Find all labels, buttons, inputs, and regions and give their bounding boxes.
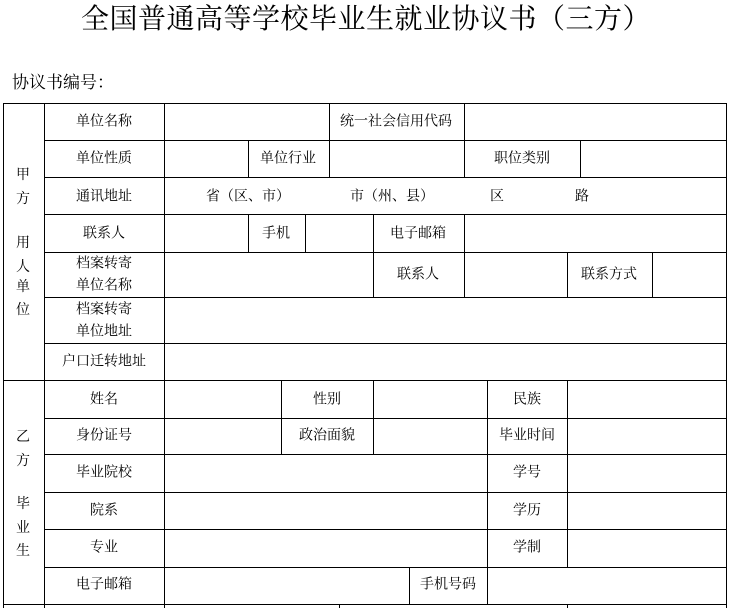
gender-label: 性别: [313, 391, 341, 408]
id-number-field[interactable]: [165, 419, 280, 453]
mobile-label: 手机: [262, 225, 290, 242]
party-b-char: 业: [16, 520, 30, 536]
contact-method-label: 联系方式: [581, 266, 637, 283]
job-category-field[interactable]: [581, 141, 725, 176]
party-b-char: 毕: [16, 496, 30, 512]
archive-contact-field[interactable]: [465, 253, 566, 296]
party-a-char: 位: [16, 302, 30, 318]
graduation-time-field[interactable]: [568, 419, 725, 453]
name-field[interactable]: [165, 381, 280, 417]
city-label: 市（州、县）: [350, 188, 434, 205]
archive-unit-address-label-line1: 档案转寄: [76, 301, 132, 318]
credit-code-label: 统一社会信用代码: [340, 113, 452, 130]
district-label: 区: [490, 188, 504, 205]
political-status-label: 政治面貌: [299, 427, 355, 444]
address-label: 通讯地址: [76, 188, 132, 205]
archive-unit-address-field[interactable]: [165, 298, 725, 342]
road-label: 路: [575, 188, 589, 205]
party-b-char: 生: [16, 543, 30, 559]
name-label: 姓名: [90, 391, 118, 408]
mobile-field[interactable]: [306, 215, 372, 251]
contact-label: 联系人: [83, 225, 125, 242]
ethnicity-label: 民族: [513, 391, 541, 408]
unit-nature-field[interactable]: [165, 141, 247, 176]
party-b-char: 乙: [16, 429, 30, 445]
unit-nature-label: 单位性质: [76, 150, 132, 167]
agreement-number-label: 协议书编号：: [12, 73, 114, 93]
document-title: 全国普通高等学校毕业生就业协议书（三方）: [80, 2, 651, 35]
education-label: 学历: [513, 502, 541, 519]
student-number-field[interactable]: [568, 455, 725, 491]
party-a-char: 用: [16, 235, 30, 251]
school-field[interactable]: [165, 455, 486, 491]
department-label: 院系: [90, 502, 118, 519]
job-category-label: 职位类别: [494, 150, 550, 167]
archive-contact-label: 联系人: [397, 266, 439, 283]
unit-name-label: 单位名称: [76, 113, 132, 130]
unit-name-field[interactable]: [165, 104, 328, 139]
email-field[interactable]: [465, 215, 725, 251]
graduation-time-label: 毕业时间: [499, 427, 555, 444]
political-status-field[interactable]: [374, 419, 486, 453]
duration-label: 学制: [513, 539, 541, 556]
ethnicity-field[interactable]: [568, 381, 725, 417]
email-label: 电子邮箱: [390, 225, 446, 242]
party-a-char: 人: [16, 259, 30, 275]
party-a-char: 方: [16, 191, 30, 207]
student-email-label: 电子邮箱: [76, 576, 132, 593]
province-label: 省（区、市）: [206, 188, 290, 205]
school-label: 毕业院校: [76, 464, 132, 481]
gender-field[interactable]: [374, 381, 486, 417]
contact-field[interactable]: [165, 215, 247, 251]
id-number-label: 身份证号: [76, 427, 132, 444]
address-field[interactable]: [165, 178, 725, 213]
hukou-address-label: 户口迁转地址: [62, 353, 146, 370]
major-field[interactable]: [165, 530, 486, 566]
unit-industry-field[interactable]: [330, 141, 463, 176]
party-b-char: 方: [16, 453, 30, 469]
unit-industry-label: 单位行业: [260, 150, 316, 167]
education-field[interactable]: [568, 493, 725, 528]
major-label: 专业: [90, 539, 118, 556]
party-a-char: 甲: [16, 167, 30, 183]
department-field[interactable]: [165, 493, 486, 528]
archive-unit-address-label-line2: 单位地址: [76, 323, 132, 340]
contact-method-field[interactable]: [653, 253, 725, 296]
credit-code-field[interactable]: [465, 104, 725, 139]
mobile-number-field[interactable]: [488, 568, 725, 603]
student-email-field[interactable]: [165, 568, 408, 603]
archive-unit-name-label-line1: 档案转寄: [76, 255, 132, 272]
archive-unit-name-label-line2: 单位名称: [76, 277, 132, 294]
mobile-number-label: 手机号码: [420, 576, 476, 593]
archive-unit-name-field[interactable]: [165, 253, 372, 296]
duration-field[interactable]: [568, 530, 725, 566]
hukou-address-field[interactable]: [165, 344, 725, 379]
student-number-label: 学号: [513, 464, 541, 481]
party-a-char: 单: [16, 279, 30, 295]
